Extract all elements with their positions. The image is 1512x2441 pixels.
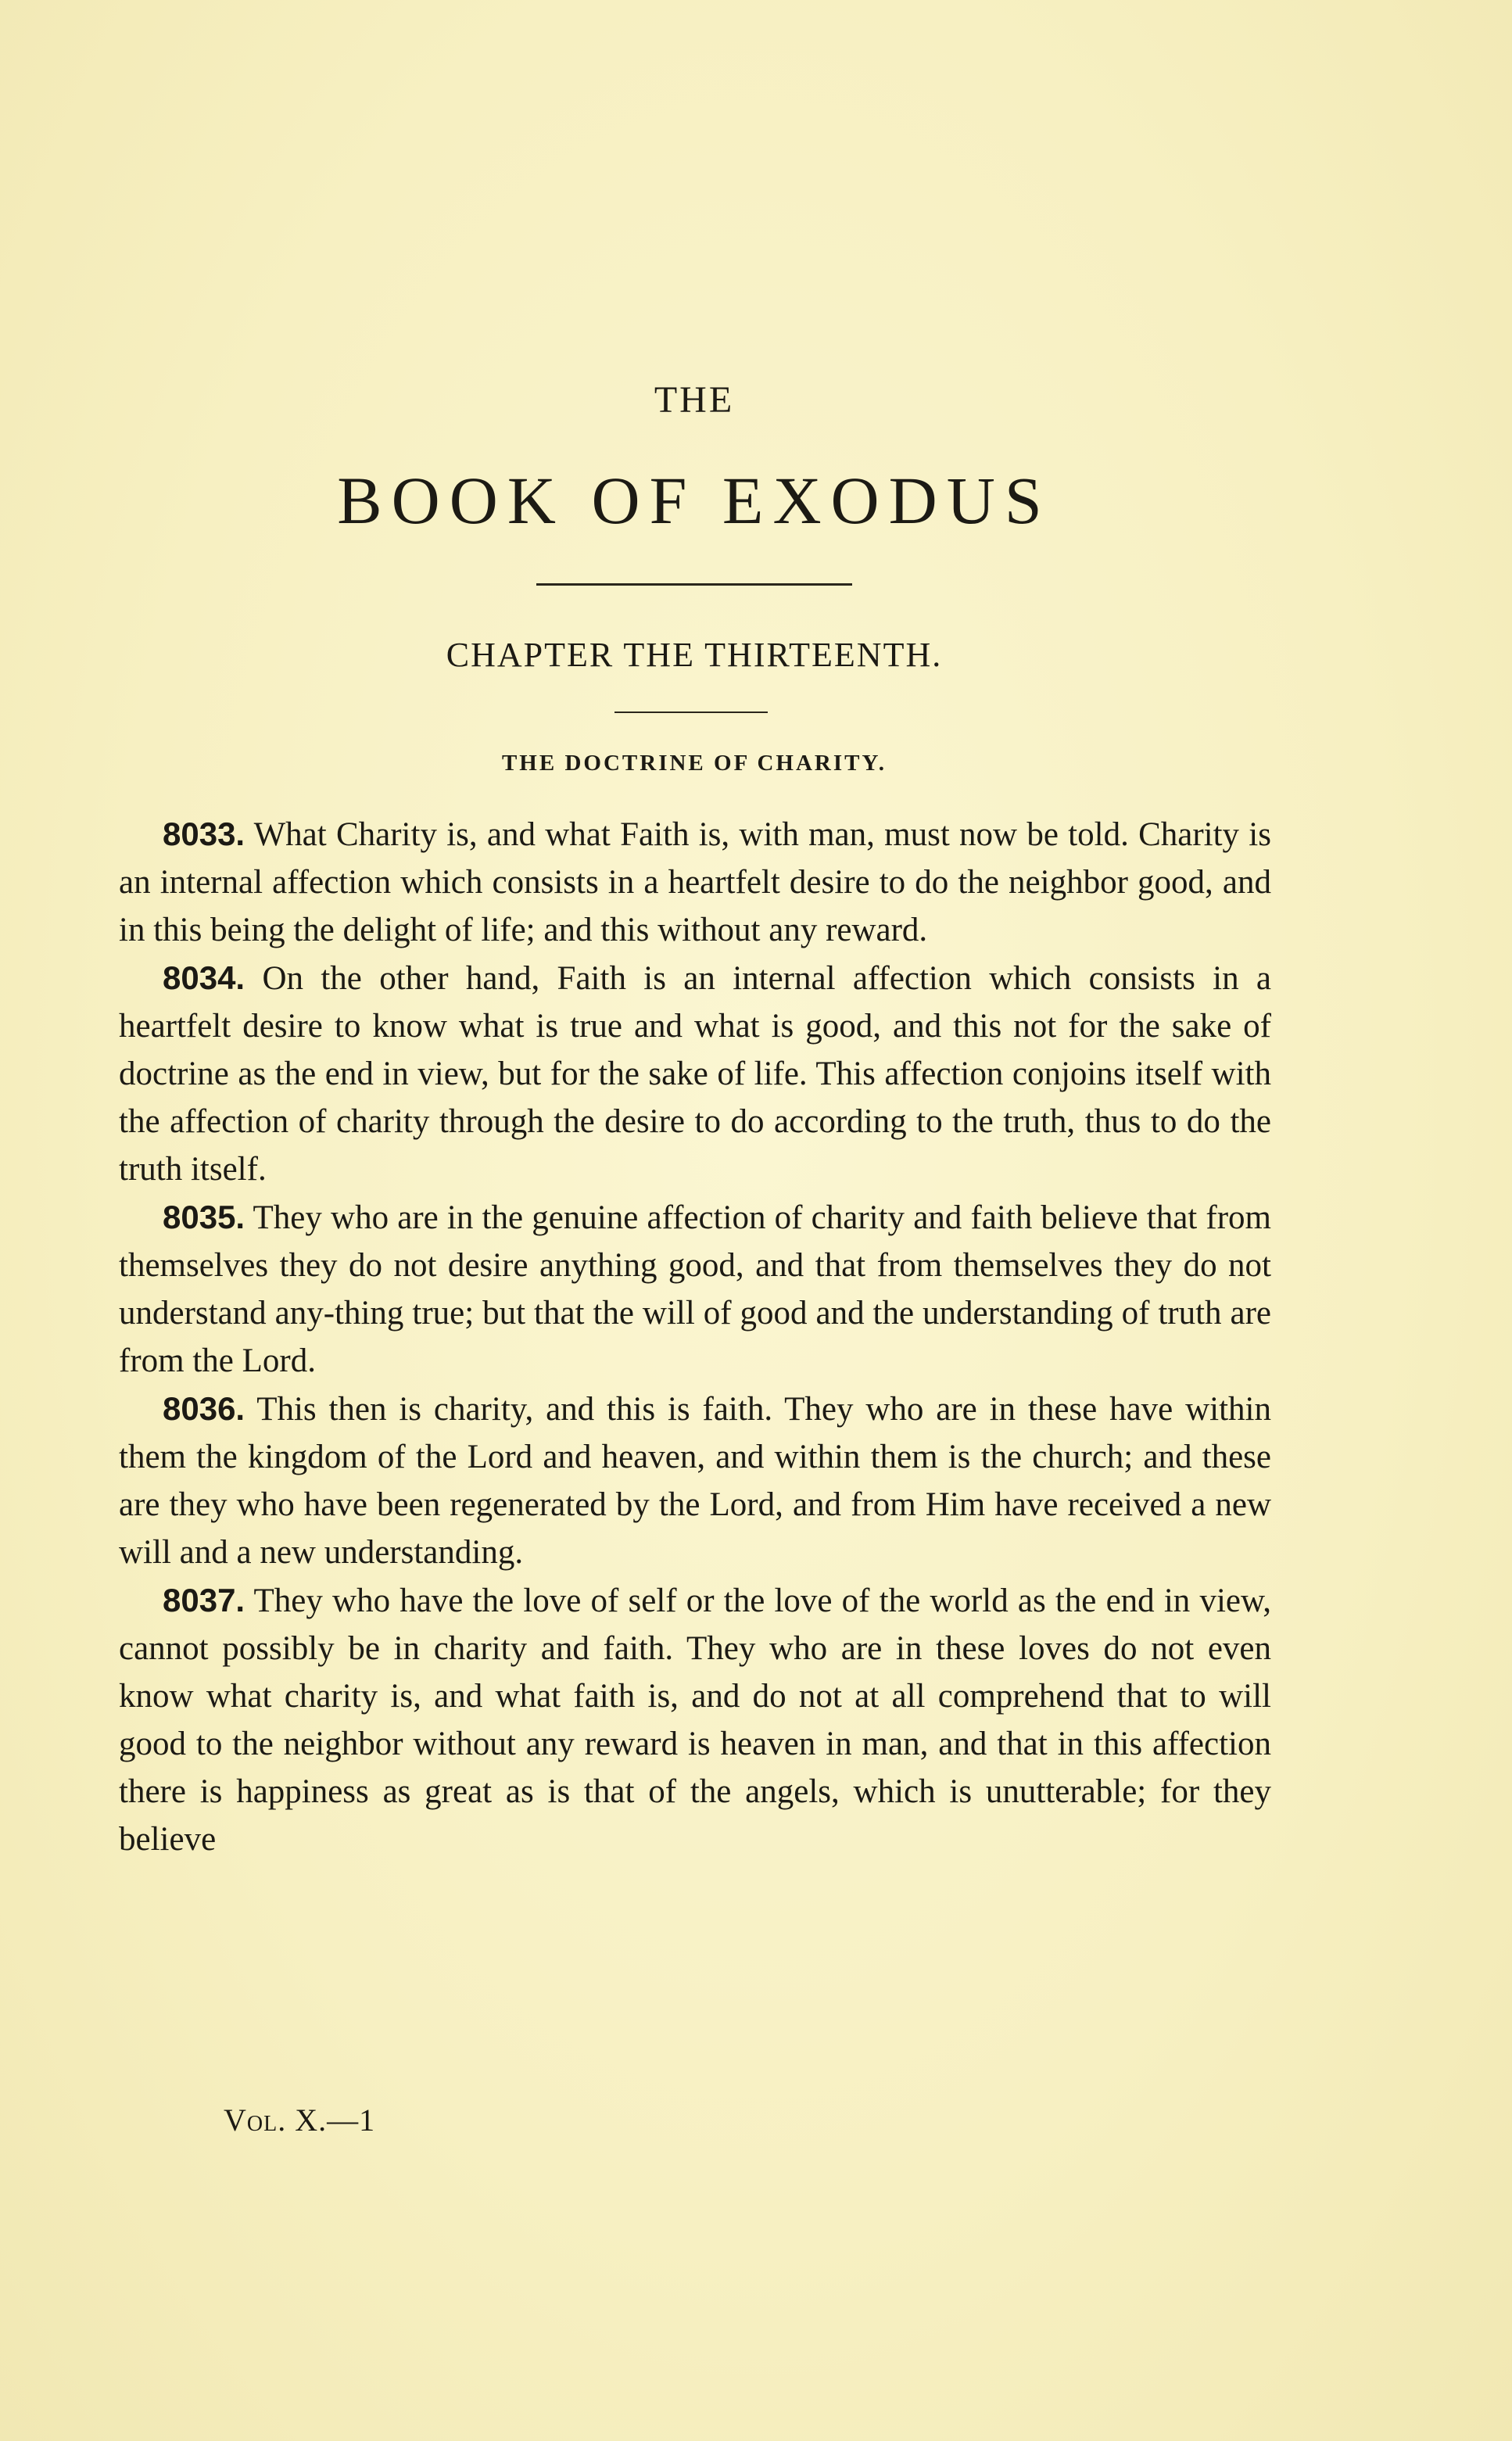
section-title: THE DOCTRINE OF CHARITY. (501, 751, 887, 776)
chapter-heading: CHAPTER THE THIRTEENTH. (446, 636, 943, 674)
paragraph-text: What Charity is, and what Faith is, with man, must now be told. Charity is an internal affection which consists in a heartfelt desire to do the neighbor good, and in this being the delight of life; and this without any reward. (119, 816, 1271, 948)
paragraph-text: This then is charity, and this is faith. They who are in these have within them the kingdom of the Lord and heaven, and within them is the church; and these are they who have been regenerated by the Lord, and from Him have received a new will and a new understanding. (119, 1391, 1271, 1571)
body-text (119, 810, 1271, 1863)
paragraph-8034 (119, 954, 1271, 1193)
title-rule (536, 583, 852, 586)
chapter-rule (614, 712, 768, 713)
paragraph-text: They who have the love of self or the love of the world as the end in view, cannot possibly be in charity and faith. They who are in these loves do not even know what charity is, and what faith is, and do not at all comprehend that to will good to the neighbor without any reward is heaven in man, and that in this affection there is happiness as great as is that of the angels, which is unutterable; for they believe (119, 1583, 1271, 1858)
volume-signature (224, 2102, 375, 2138)
paragraph-number: 8034. (163, 959, 245, 996)
paragraph-8033 (119, 810, 1271, 954)
paragraph-8035 (119, 1193, 1271, 1385)
paragraph-8037 (119, 1576, 1271, 1863)
paragraph-number: 8037. (163, 1582, 245, 1618)
title-the: THE (654, 379, 735, 421)
book-title: BOOK OF EXODUS (337, 463, 1052, 538)
paragraph-number: 8033. (163, 815, 245, 852)
paragraph-number: 8036. (163, 1390, 245, 1427)
paragraph-text: On the other hand, Faith is an internal affection which consists in a heartfelt desire to know what is true and what is good, and this not for the sake of doctrine as the end in view, but for the sake of life. This affection conjoins itself with the affection of charity through the desire to do according to the truth, thus to do the truth itself. (119, 960, 1272, 1188)
paragraph-8036 (119, 1385, 1271, 1576)
paragraph-text: They who are in the genuine affection of charity and faith believe that from themselves they do not desire anything good, and that from themselves they do not understand any-thing true; but that the will of good and the understanding of truth are from the Lord. (119, 1199, 1271, 1379)
volume-label: Vol. X.—1 (224, 2102, 376, 2138)
paragraph-number: 8035. (163, 1199, 245, 1235)
